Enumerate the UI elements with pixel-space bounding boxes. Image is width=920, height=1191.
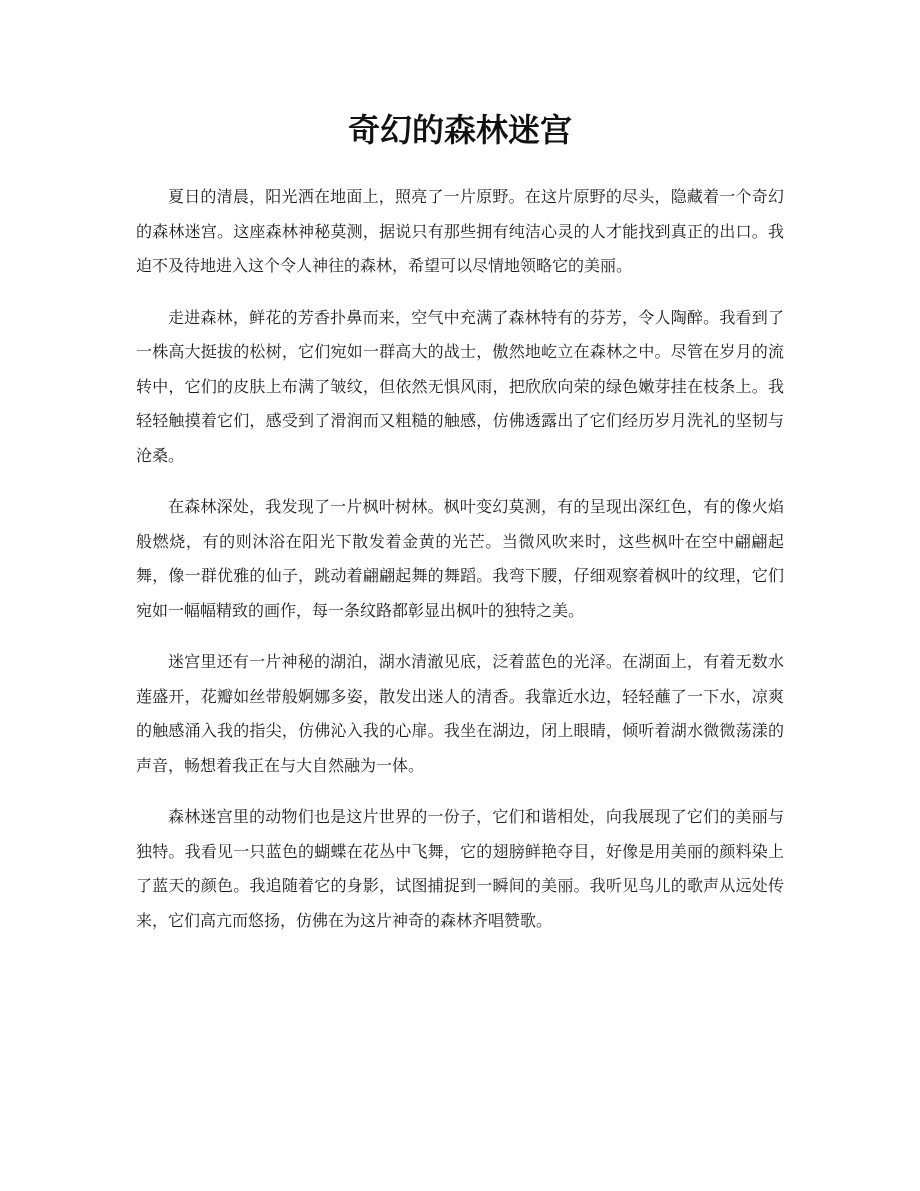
paragraph-2: 走进森林，鲜花的芳香扑鼻而来，空气中充满了森林特有的芬芳，令人陶醉。我看到了一株高大挺拔的松树，它们宛如一群高大的战士，傲然地屹立在森林之中。尽管在岁月的流转中，它们的皮肤上布满了皱纹，但依然无惧风雨，把欣欣向荣的绿色嫩芽挂在枝条上。我轻轻触摸着它们，感受到了滑润而又粗糙的触感，仿佛透露出了它们经历岁月洗礼的坚韧与沧桑。	[136, 307, 784, 465]
paragraph-1: 夏日的清晨，阳光洒在地面上，照亮了一片原野。在这片原野的尽头，隐藏着一个奇幻的森林迷宫。这座森林神秘莫测，据说只有那些拥有纯洁心灵的人才能找到真正的出口。我迫不及待地进入这个令人神往的森林，希望可以尽情地领略它的美丽。	[136, 187, 784, 275]
paragraph-4: 迷宫里还有一片神秘的湖泊，湖水清澈见底，泛着蓝色的光泽。在湖面上，有着无数水莲盛开，花瓣如丝带般婀娜多姿，散发出迷人的清香。我靠近水边，轻轻蘸了一下水，凉爽的触感涌入我的指尖，仿佛沁入我的心扉。我坐在湖边，闭上眼睛，倾听着湖水微微荡漾的声音，畅想着我正在与大自然融为一体。	[136, 652, 784, 775]
paragraph-5: 森林迷宫里的动物们也是这片世界的一份子，它们和谐相处，向我展现了它们的美丽与独特。我看见一只蓝色的蝴蝶在花丛中飞舞，它的翅膀鲜艳夺目，好像是用美丽的颜料染上了蓝天的颜色。我追随着它的身影，试图捕捉到一瞬间的美丽。我听见鸟儿的歌声从远处传来，它们高亢而悠扬，仿佛在为这片神奇的森林齐唱赞歌。	[136, 807, 784, 930]
paragraph-3: 在森林深处，我发现了一片枫叶树林。枫叶变幻莫测，有的呈现出深红色，有的像火焰般燃烧，有的则沐浴在阳光下散发着金黄的光芒。当微风吹来时，这些枫叶在空中翩翩起舞，像一群优雅的仙子，跳动着翩翩起舞的舞蹈。我弯下腰，仔细观察着枫叶的纹理，它们宛如一幅幅精致的画作，每一条纹路都彰显出枫叶的独特之美。	[136, 497, 784, 620]
article-body	[136, 180, 784, 955]
page-title: 奇幻的森林迷宫	[347, 111, 572, 149]
